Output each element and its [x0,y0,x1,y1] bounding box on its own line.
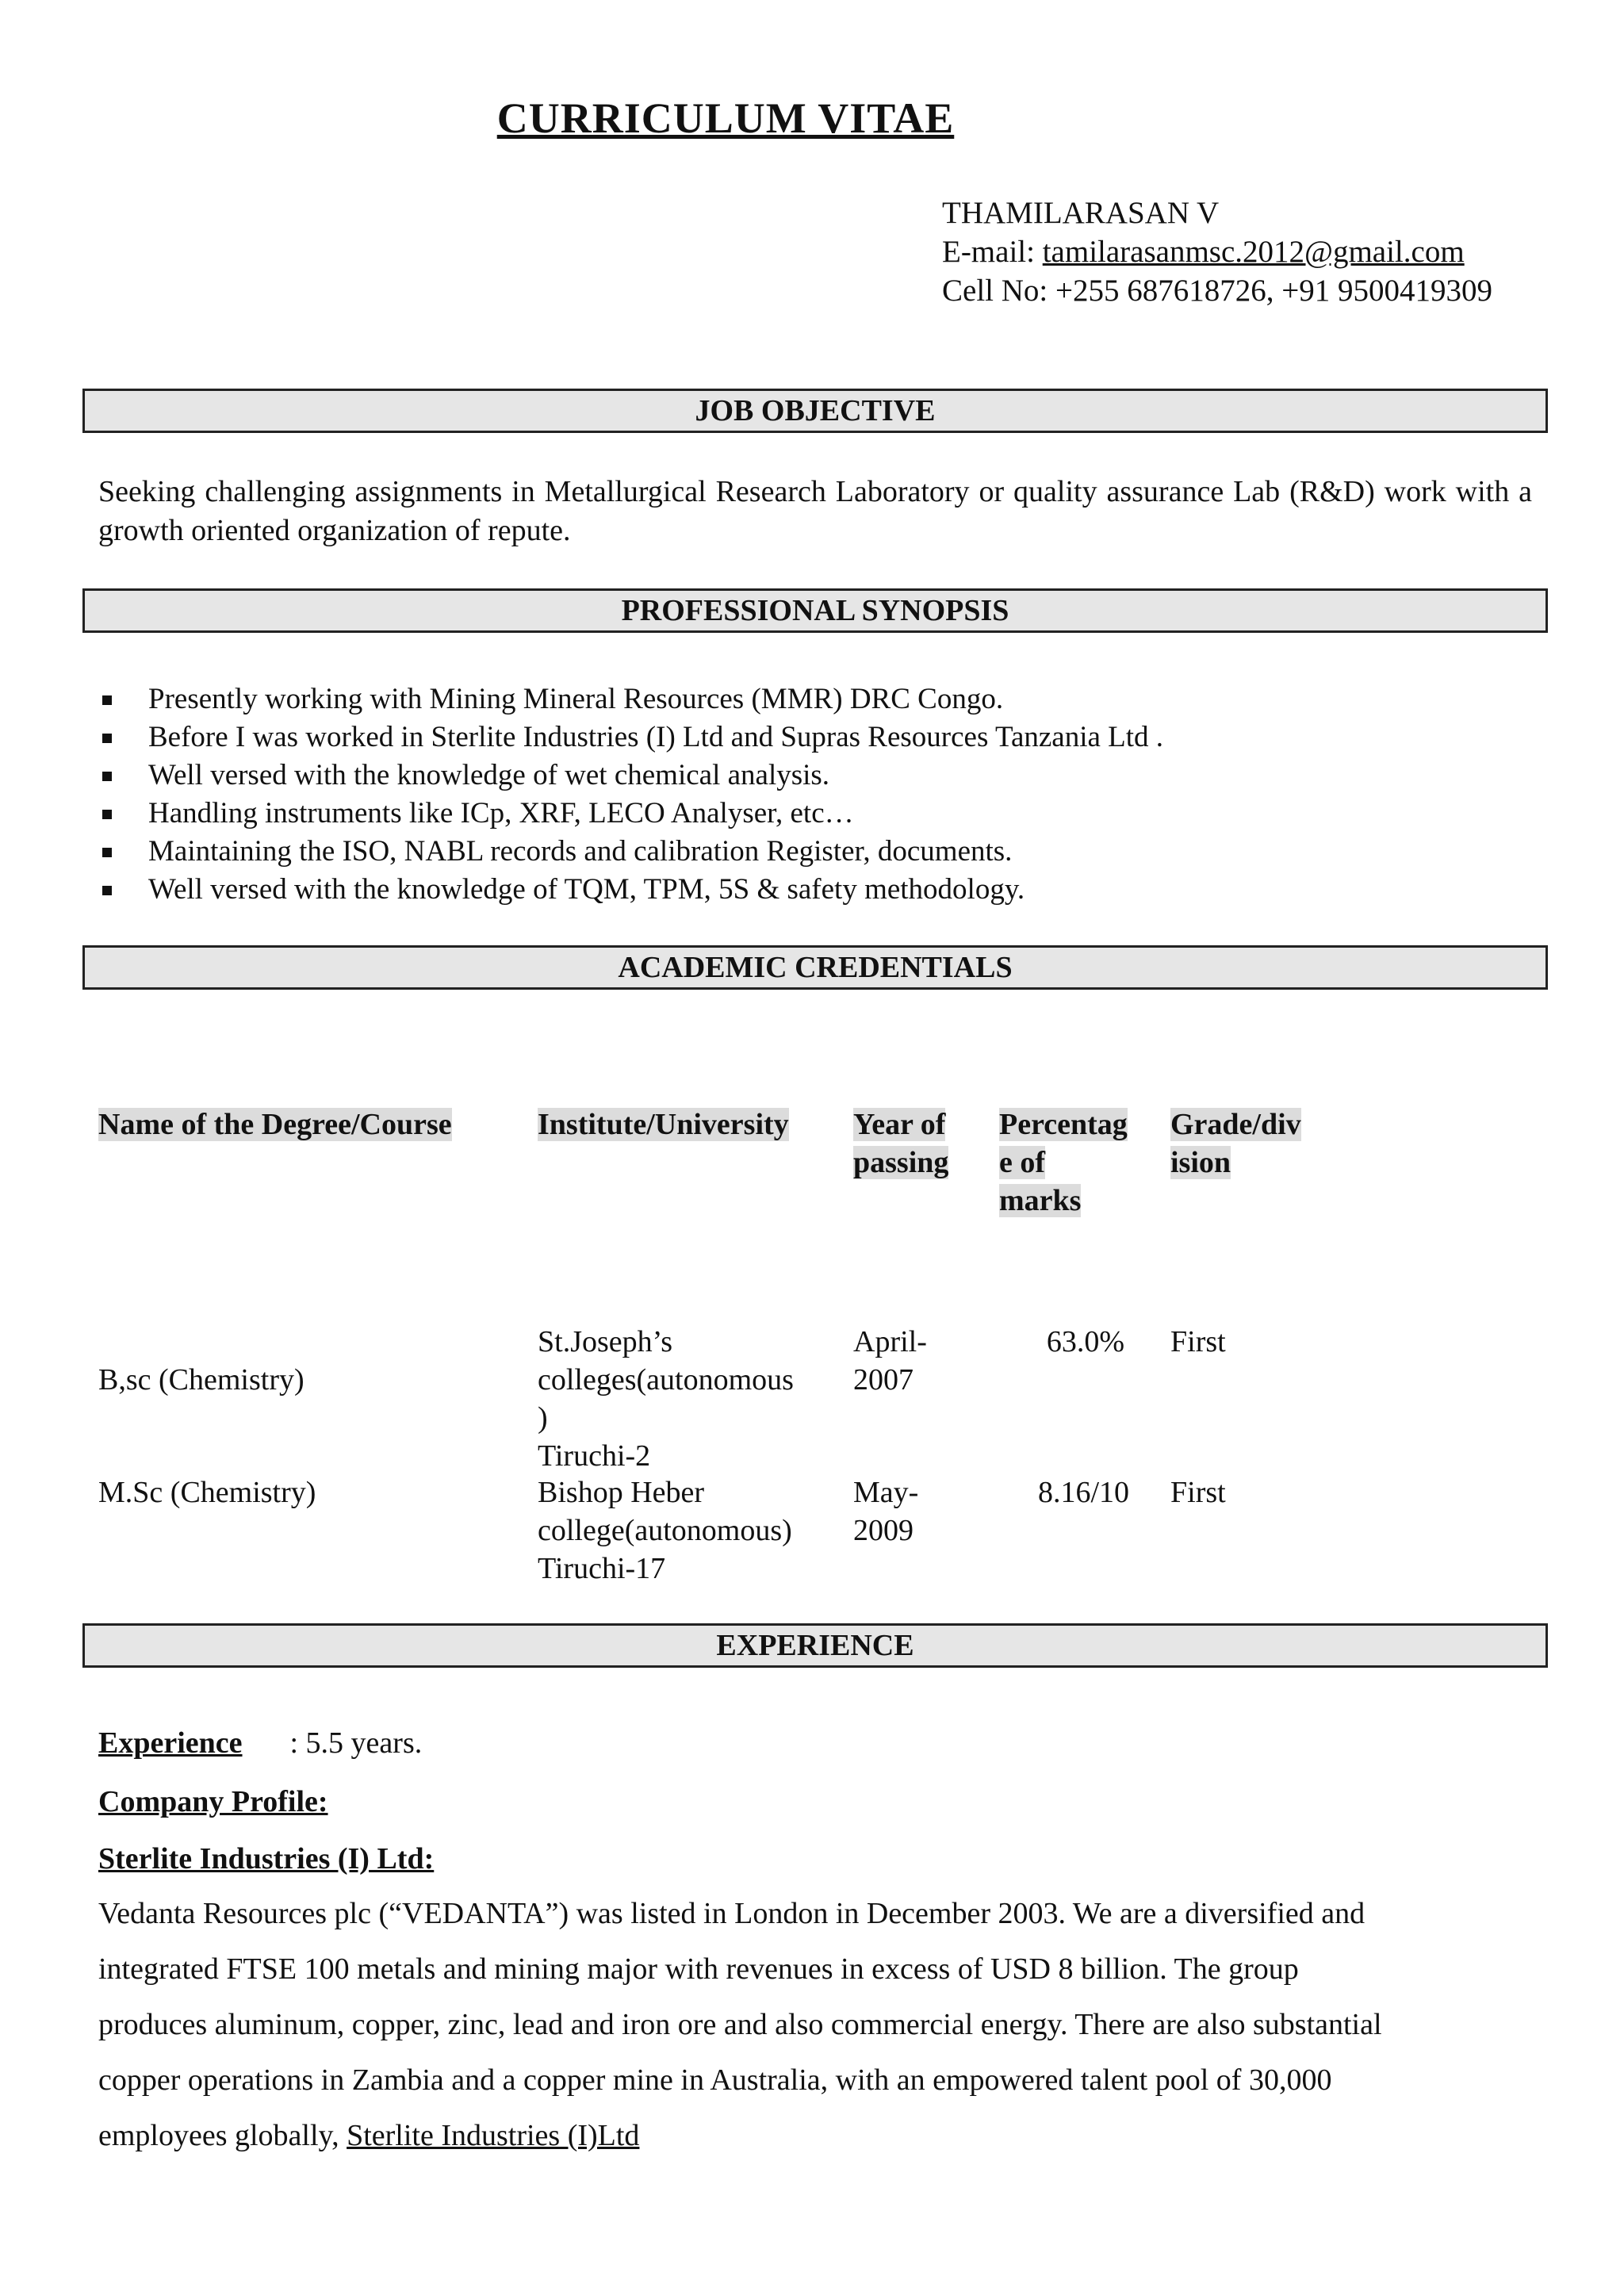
list-item: Well versed with the knowledge of TQM, TPM, 5S & safety methodology. [98,871,1163,909]
company-description-line: produces aluminum, copper, zinc, lead and iron ore and also commercial energy. There are also substantial [98,2008,1382,2041]
column-header-grade: Grade/div ision [1170,1108,1301,1179]
list-item: Well versed with the knowledge of wet chemical analysis. [98,757,1163,795]
table-row-2-percentage: 8.16/10 [1037,1476,1129,1509]
job-objective-heading: JOB OBJECTIVE [82,389,1548,433]
phone-line: Cell No: +255 687618726, +91 9500419309 [942,274,1492,308]
candidate-name: THAMILARASAN V [942,196,1220,230]
column-header-institute: Institute/University [538,1108,789,1141]
table-row-1-degree: B,sc (Chemistry) [98,1363,304,1397]
company-profile-label: Company Profile: [98,1785,328,1818]
synopsis-list [98,680,1163,909]
company-name: Sterlite Industries (I) Ltd: [98,1842,435,1875]
table-row-1-grade: First [1170,1325,1226,1358]
list-item: Handling instruments like ICp, XRF, LECO Analyser, etc… [98,795,1163,833]
column-header-year: Year of passing [853,1108,949,1179]
document-title: CURRICULUM VITAE [496,94,955,142]
table-row-2-institute: Bishop Heber college(autonomous) Tiruchi-17 [538,1476,792,1585]
list-item: Presently working with Mining Mineral Resources (MMR) DRC Congo. [98,680,1163,718]
company-description-last-line: employees globally, Sterlite Industries (I)Ltd [98,2119,640,2152]
list-item: Maintaining the ISO, NABL records and calibration Register, documents. [98,833,1163,871]
table-row-2-degree: M.Sc (Chemistry) [98,1476,316,1509]
job-objective-text: Seeking challenging assignments in Metallurgical Research Laboratory or quality assurance Lab (R&D) work with a growth oriented organization of repute. [98,475,1532,547]
contact-block [942,193,1492,310]
column-header-degree: Name of the Degree/Course [98,1108,452,1141]
company-link[interactable]: Sterlite Industries (I)Ltd [347,2119,640,2152]
email-label: E-mail: [942,235,1035,269]
company-description-line: Vedanta Resources plc (“VEDANTA”) was listed in London in December 2003. We are a diversified and [98,1897,1365,1930]
table-row-2-grade: First [1170,1476,1226,1509]
professional-synopsis-heading: PROFESSIONAL SYNOPSIS [82,588,1548,633]
email-link[interactable]: tamilarasanmsc.2012@gmail.com [1042,235,1465,269]
experience-heading: EXPERIENCE [82,1623,1548,1668]
list-item: Before I was worked in Sterlite Industries (I) Ltd and Supras Resources Tanzania Ltd . [98,718,1163,757]
experience-value: : 5.5 years. [289,1726,423,1760]
email-line [942,232,1492,271]
company-description-line: copper operations in Zambia and a copper mine in Australia, with an empowered talent pool of 30,000 [98,2063,1332,2097]
experience-summary [98,1726,422,1761]
company-description-line: integrated FTSE 100 metals and mining major with revenues in excess of USD 8 billion. The group [98,1952,1299,1986]
table-row-1-percentage: 63.0% [1046,1325,1124,1358]
table-row-1-year: April- 2007 [853,1325,927,1397]
experience-label: Experience [98,1726,243,1760]
table-row-2-year: May- 2009 [853,1476,919,1547]
academic-credentials-heading: ACADEMIC CREDENTIALS [82,945,1548,990]
table-row-1-institute: St.Joseph’s colleges(autonomous ) Tiruchi-2 [538,1325,794,1473]
column-header-percentage: Percentag e of marks [999,1108,1128,1217]
